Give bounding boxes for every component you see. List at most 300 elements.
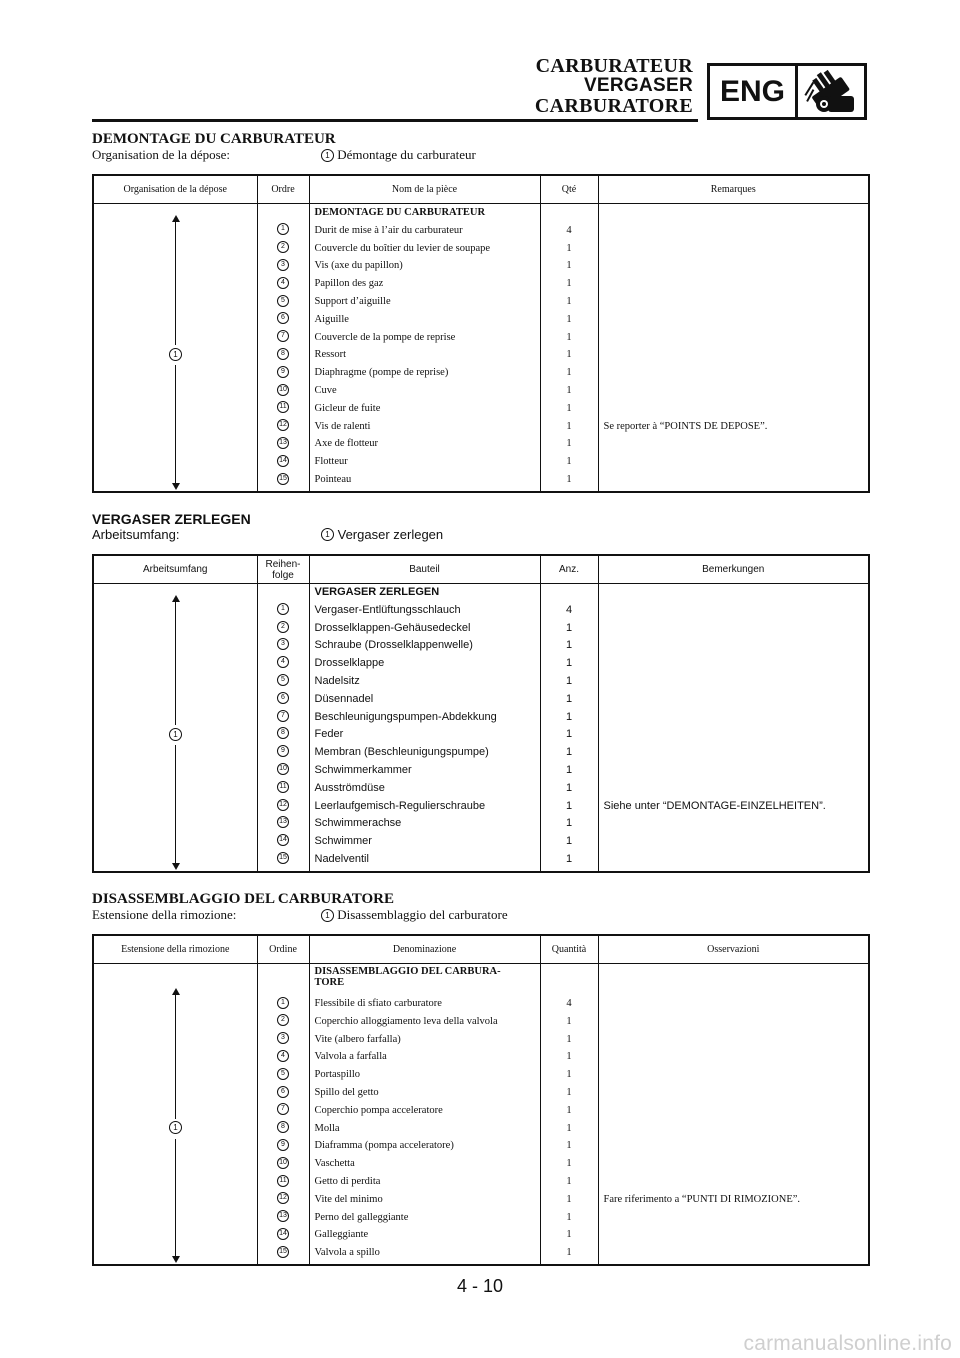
part-remark — [599, 1084, 869, 1102]
order-number — [258, 1102, 309, 1120]
header-scope: Arbeitsumfang — [93, 555, 257, 584]
part-remark — [599, 995, 869, 1013]
part-remark — [599, 346, 869, 364]
part-name: Diaframma (pompa acceleratore) — [314, 1140, 454, 1152]
part-quantity: 1 — [565, 799, 573, 812]
watermark: carmanualsonline.info — [743, 1332, 952, 1355]
header-remarks: Bemerkungen — [598, 555, 869, 584]
order-number — [258, 1048, 309, 1066]
order-number-icon: 11 — [277, 401, 289, 413]
section-title: DEMONTAGE DU CARBURATEUR — [92, 131, 336, 147]
part-remark: Siehe unter “DEMONTAGE-EINZELHEITEN”. — [603, 799, 826, 812]
section-title: DISASSEMBLAGGIO DEL CARBURATORE — [92, 891, 395, 907]
range-number-icon: 1 — [169, 348, 182, 361]
order-number — [258, 655, 309, 673]
part-remark — [599, 311, 869, 329]
order-number — [258, 453, 309, 471]
part-quantity: 1 — [566, 1033, 572, 1045]
order-number — [258, 311, 309, 329]
range-number-icon: 1 — [169, 1121, 182, 1134]
page-number: 4 - 10 — [456, 1276, 504, 1296]
order-number-icon: 2 — [277, 241, 289, 253]
part-name: Flotteur — [314, 456, 348, 468]
order-number — [258, 709, 309, 727]
order-column — [257, 964, 309, 1266]
order-number-icon: 4 — [277, 656, 289, 668]
order-number-icon: 3 — [277, 259, 289, 271]
table-body-row — [93, 964, 869, 1266]
part-remark — [599, 400, 869, 418]
scope-arrow-cell — [93, 964, 257, 1266]
order-number-icon: 7 — [277, 1103, 289, 1115]
part-name: Leerlaufgemisch-Regulierschraube — [314, 799, 486, 812]
part-quantity: 1 — [566, 1193, 572, 1205]
order-number — [258, 1191, 309, 1209]
range-label — [169, 345, 182, 365]
part-quantity: 1 — [566, 1015, 572, 1027]
order-number-icon: 11 — [277, 781, 289, 793]
order-number-icon: 6 — [277, 1086, 289, 1098]
order-number — [258, 435, 309, 453]
part-remark — [599, 602, 869, 620]
header-title-de: VERGASER — [583, 75, 693, 96]
table-body-row — [93, 204, 869, 492]
order-number — [258, 400, 309, 418]
part-remark — [599, 293, 869, 311]
part-remark — [599, 240, 869, 258]
part-name: Vis de ralenti — [314, 420, 371, 432]
part-quantity: 1 — [565, 674, 573, 687]
part-name: Galleggiante — [314, 1229, 369, 1241]
order-number — [258, 240, 309, 258]
order-number-icon: 2 — [277, 621, 289, 633]
part-quantity: 1 — [565, 728, 573, 741]
scope-value — [321, 527, 443, 543]
arrow-down-icon — [172, 483, 180, 490]
part-name: Durit de mise à l’air du carburateur — [314, 224, 463, 236]
arrow-down-icon — [172, 1256, 180, 1263]
part-name: Vergaser-Entlüftungsschlauch — [314, 603, 461, 616]
order-number-icon: 14 — [277, 455, 289, 467]
part-quantity: 1 — [566, 420, 572, 432]
engine-piston-icon — [798, 66, 864, 117]
order-number-icon: 13 — [277, 437, 289, 449]
part-quantity: 1 — [565, 657, 573, 670]
part-name: Getto di perdita — [314, 1175, 381, 1187]
order-number — [258, 673, 309, 691]
header-order: Reihen- folge — [257, 555, 309, 584]
order-number — [258, 1066, 309, 1084]
part-remark — [599, 453, 869, 471]
order-number-icon: 13 — [277, 816, 289, 828]
part-remark — [599, 673, 869, 691]
part-quantity: 1 — [566, 1051, 572, 1063]
part-name: Couvercle du boîtier du levier de soupape — [314, 242, 491, 254]
part-quantity: 1 — [566, 1158, 572, 1170]
part-quantity: 1 — [566, 1086, 572, 1098]
order-number — [258, 382, 309, 400]
part-quantity: 1 — [566, 1122, 572, 1134]
part-name: Feder — [314, 728, 344, 741]
order-number — [258, 762, 309, 780]
order-number — [258, 833, 309, 851]
order-number-icon: 5 — [277, 674, 289, 686]
scope-text: Démontage du carburateur — [337, 147, 476, 162]
part-remark — [599, 655, 869, 673]
header-quantity: Qté — [540, 175, 598, 204]
part-quantity: 1 — [566, 1229, 572, 1241]
part-remark — [599, 1137, 869, 1155]
order-number — [258, 364, 309, 382]
part-quantity: 1 — [565, 621, 573, 634]
part-quantity: 1 — [566, 473, 572, 485]
part-name: Drosselklappen-Gehäusedeckel — [314, 621, 471, 634]
order-number — [258, 815, 309, 833]
part-remark — [599, 691, 869, 709]
part-remark — [599, 1031, 869, 1049]
part-quantity: 1 — [566, 278, 572, 290]
section-de — [92, 511, 870, 865]
order-number-icon: 9 — [277, 745, 289, 757]
part-name: Pointeau — [314, 473, 352, 485]
part-remark — [599, 1048, 869, 1066]
section-scope — [92, 527, 870, 543]
header-titles — [535, 56, 693, 116]
order-number — [258, 471, 309, 489]
part-remark — [599, 1244, 869, 1262]
section-scope — [92, 907, 870, 923]
order-number — [258, 1173, 309, 1191]
order-number — [258, 346, 309, 364]
header-title-it: CARBURATORE — [534, 95, 693, 117]
part-name: Vaschetta — [314, 1158, 355, 1170]
part-quantity: 4 — [565, 603, 573, 616]
order-number-icon: 11 — [277, 1175, 289, 1187]
order-number-icon: 10 — [277, 1157, 289, 1169]
part-name: Beschleunigungspumpen-Abdekkung — [314, 710, 497, 723]
part-quantity: 1 — [565, 781, 573, 794]
order-number — [258, 257, 309, 275]
header-part-name: Bauteil — [309, 555, 540, 584]
quantity-column — [540, 204, 598, 492]
part-name: Vite del minimo — [314, 1193, 383, 1205]
part-remark — [599, 709, 869, 727]
order-number-icon: 14 — [277, 834, 289, 846]
scope-value — [321, 907, 508, 923]
part-remark — [599, 382, 869, 400]
job-title: VERGASER ZERLEGEN — [314, 586, 440, 598]
header-scope: Organisation de la dépose — [93, 175, 257, 204]
part-remark — [599, 780, 869, 798]
order-number — [258, 1013, 309, 1031]
part-remark — [599, 435, 869, 453]
part-quantity: 4 — [566, 224, 572, 236]
name-column — [309, 584, 540, 872]
order-number-icon: 9 — [277, 1139, 289, 1151]
part-remark — [599, 744, 869, 762]
part-quantity: 1 — [566, 384, 572, 396]
part-quantity: 1 — [565, 852, 573, 865]
part-quantity: 4 — [566, 998, 572, 1009]
arrow-up-icon — [172, 988, 180, 995]
order-number — [258, 275, 309, 293]
header-part-name: Nom de la pièce — [309, 175, 540, 204]
eng-label: ENG — [710, 66, 798, 117]
part-name: Aiguille — [314, 313, 349, 325]
part-remark — [599, 620, 869, 638]
section-it — [92, 891, 870, 1259]
order-column — [257, 204, 309, 492]
part-quantity: 1 — [566, 402, 572, 414]
range-label — [169, 1119, 182, 1139]
part-quantity: 1 — [566, 1104, 572, 1116]
part-name: Support d’aiguille — [314, 295, 391, 307]
part-quantity: 1 — [566, 456, 572, 468]
header-order: Ordine — [257, 935, 309, 964]
part-quantity: 1 — [566, 367, 572, 379]
scope-arrow-cell — [93, 204, 257, 492]
name-column — [309, 204, 540, 492]
order-number — [258, 851, 309, 869]
order-number — [258, 1120, 309, 1138]
order-number — [258, 418, 309, 436]
part-name: Cuve — [314, 384, 337, 396]
table-body-row — [93, 584, 869, 872]
range-number-icon: 1 — [169, 728, 182, 741]
order-number — [258, 222, 309, 240]
part-name: Gicleur de fuite — [314, 402, 381, 414]
parts-table — [92, 934, 870, 1266]
part-quantity: 1 — [565, 763, 573, 776]
header-rule — [92, 119, 698, 122]
scope-value — [321, 147, 476, 163]
order-number-icon: 8 — [277, 727, 289, 739]
part-remark — [599, 364, 869, 382]
section-fr — [92, 131, 870, 485]
scope-number-icon: 1 — [321, 909, 334, 922]
arrow-up-icon — [172, 595, 180, 602]
part-quantity: 1 — [566, 438, 572, 450]
header-remarks: Osservazioni — [598, 935, 869, 964]
remarks-column — [598, 584, 869, 872]
section-badge — [707, 63, 867, 120]
part-remark — [599, 1173, 869, 1191]
part-name: Coperchio pompa acceleratore — [314, 1104, 443, 1116]
arrow-down-icon — [172, 863, 180, 870]
order-number-icon: 4 — [277, 277, 289, 289]
order-number-icon: 8 — [277, 1121, 289, 1133]
order-number — [258, 726, 309, 744]
part-quantity: 1 — [566, 1247, 572, 1259]
order-number-icon: 6 — [277, 692, 289, 704]
part-remark — [599, 1209, 869, 1227]
order-number-icon: 7 — [277, 330, 289, 342]
part-quantity: 1 — [565, 692, 573, 705]
scope-text: Vergaser zerlegen — [337, 527, 444, 542]
order-number — [258, 1244, 309, 1262]
table-header-row — [93, 175, 869, 204]
part-remark — [599, 815, 869, 833]
remarks-column — [598, 204, 869, 492]
part-quantity: 1 — [566, 313, 572, 325]
quantity-column — [540, 584, 598, 872]
order-number-icon: 15 — [277, 1246, 289, 1258]
range-label — [169, 725, 182, 745]
scope-number-icon: 1 — [321, 528, 334, 541]
order-number — [258, 1155, 309, 1173]
part-remark — [599, 275, 869, 293]
part-remark — [599, 1102, 869, 1120]
order-number — [258, 1031, 309, 1049]
part-name: Papillon des gaz — [314, 278, 384, 290]
section-scope — [92, 147, 870, 163]
part-remark — [599, 762, 869, 780]
job-title: DEMONTAGE DU CARBURATEUR — [314, 207, 486, 218]
part-name: Düsennadel — [314, 692, 374, 705]
part-name: Coperchio alloggiamento leva della valvola — [314, 1015, 498, 1027]
order-number — [258, 1084, 309, 1102]
order-number — [258, 744, 309, 762]
part-name: Couvercle de la pompe de reprise — [314, 331, 456, 343]
part-name: Membran (Beschleunigungspumpe) — [314, 746, 489, 759]
order-number-icon: 4 — [277, 1050, 289, 1062]
header-quantity: Anz. — [540, 555, 598, 584]
order-number-icon: 1 — [277, 223, 289, 235]
order-number-icon: 1 — [277, 603, 289, 615]
part-remark — [599, 1226, 869, 1244]
order-number-icon: 9 — [277, 366, 289, 378]
part-quantity: 1 — [566, 242, 572, 254]
order-number-icon: 13 — [277, 1210, 289, 1222]
order-number — [258, 780, 309, 798]
order-number-icon: 1 — [277, 997, 289, 1009]
order-column — [257, 584, 309, 872]
part-remark — [599, 833, 869, 851]
part-remark — [599, 637, 869, 655]
part-name: Vis (axe du papillon) — [314, 260, 403, 272]
order-number — [258, 329, 309, 347]
parts-table — [92, 174, 870, 493]
section-title: VERGASER ZERLEGEN — [92, 511, 251, 527]
part-name: Ressort — [314, 349, 346, 361]
part-remark — [599, 1013, 869, 1031]
table-header-row — [93, 555, 869, 584]
table-header-row — [93, 935, 869, 964]
part-quantity: 1 — [566, 331, 572, 343]
parts-table — [92, 554, 870, 873]
part-name: Valvola a spillo — [314, 1247, 380, 1259]
order-number — [258, 620, 309, 638]
part-quantity: 1 — [565, 835, 573, 848]
part-remark — [599, 1066, 869, 1084]
part-remark — [599, 329, 869, 347]
part-quantity: 1 — [566, 260, 572, 272]
order-number-icon: 5 — [277, 1068, 289, 1080]
part-remark — [599, 851, 869, 869]
scope-arrow-cell — [93, 584, 257, 872]
quantity-column — [540, 964, 598, 1266]
scope-label: Organisation de la dépose: — [92, 147, 231, 162]
order-number-icon: 5 — [277, 295, 289, 307]
scope-label: Arbeitsumfang: — [92, 527, 180, 542]
part-name: Valvola a farfalla — [314, 1051, 387, 1063]
part-remark — [599, 1120, 869, 1138]
part-quantity: 1 — [566, 1140, 572, 1152]
part-name: Nadelventil — [314, 852, 369, 865]
header-scope: Estensione della rimozione — [93, 935, 257, 964]
header-remarks: Remarques — [598, 175, 869, 204]
part-name: Drosselklappe — [314, 657, 385, 670]
part-quantity: 1 — [565, 746, 573, 759]
remarks-column — [598, 964, 869, 1266]
job-title: DISASSEMBLAGGIO DEL CARBURA- TORE — [314, 966, 501, 988]
part-name: Axe de flotteur — [314, 438, 379, 450]
scope-label: Estensione della rimozione: — [92, 907, 237, 922]
part-name: Flessibile di sfiato carburatore — [314, 998, 442, 1009]
header-order: Ordre — [257, 175, 309, 204]
order-number-icon: 12 — [277, 1192, 289, 1204]
part-remark: Fare riferimento a “PUNTI DI RIMOZIONE”. — [603, 1193, 801, 1205]
part-remark — [599, 1155, 869, 1173]
scope-text: Disassemblaggio del carburatore — [337, 907, 508, 922]
order-number-icon: 6 — [277, 312, 289, 324]
order-number-icon: 10 — [277, 763, 289, 775]
part-quantity: 1 — [566, 1211, 572, 1223]
order-number — [258, 637, 309, 655]
order-number — [258, 691, 309, 709]
part-remark — [599, 257, 869, 275]
header-quantity: Quantità — [540, 935, 598, 964]
order-number-icon: 14 — [277, 1228, 289, 1240]
part-quantity: 1 — [565, 817, 573, 830]
header-part-name: Denominazione — [309, 935, 540, 964]
part-remark: Se reporter à “POINTS DE DEPOSE”. — [603, 420, 768, 432]
part-quantity: 1 — [566, 1069, 572, 1081]
arrow-up-icon — [172, 215, 180, 222]
part-quantity: 1 — [566, 349, 572, 361]
part-name: Schraube (Drosselklappenwelle) — [314, 639, 473, 652]
part-quantity: 1 — [566, 295, 572, 307]
part-quantity: 1 — [566, 1175, 572, 1187]
part-quantity: 1 — [565, 639, 573, 652]
order-number — [258, 798, 309, 816]
order-number-icon: 7 — [277, 710, 289, 722]
order-number-icon: 15 — [277, 852, 289, 864]
part-remark — [599, 471, 869, 489]
order-number — [258, 1226, 309, 1244]
part-name: Spillo del getto — [314, 1086, 379, 1098]
name-column — [309, 964, 540, 1266]
part-name: Schwimmerkammer — [314, 763, 412, 776]
order-number — [258, 602, 309, 620]
part-name: Schwimmerachse — [314, 817, 402, 830]
part-name: Diaphragme (pompe de reprise) — [314, 367, 449, 379]
order-number-icon: 8 — [277, 348, 289, 360]
order-number — [258, 995, 309, 1013]
header-title-fr: CARBURATEUR — [535, 55, 693, 77]
part-remark — [599, 222, 869, 240]
part-name: Perno del galleggiante — [314, 1211, 409, 1223]
order-number-icon: 15 — [277, 473, 289, 485]
part-name: Nadelsitz — [314, 674, 360, 687]
order-number — [258, 293, 309, 311]
order-number-icon: 3 — [277, 1032, 289, 1044]
order-number — [258, 1137, 309, 1155]
part-name: Portaspillo — [314, 1069, 361, 1081]
part-name: Ausströmdüse — [314, 781, 385, 794]
order-number-icon: 3 — [277, 638, 289, 650]
order-number-icon: 10 — [277, 384, 289, 396]
